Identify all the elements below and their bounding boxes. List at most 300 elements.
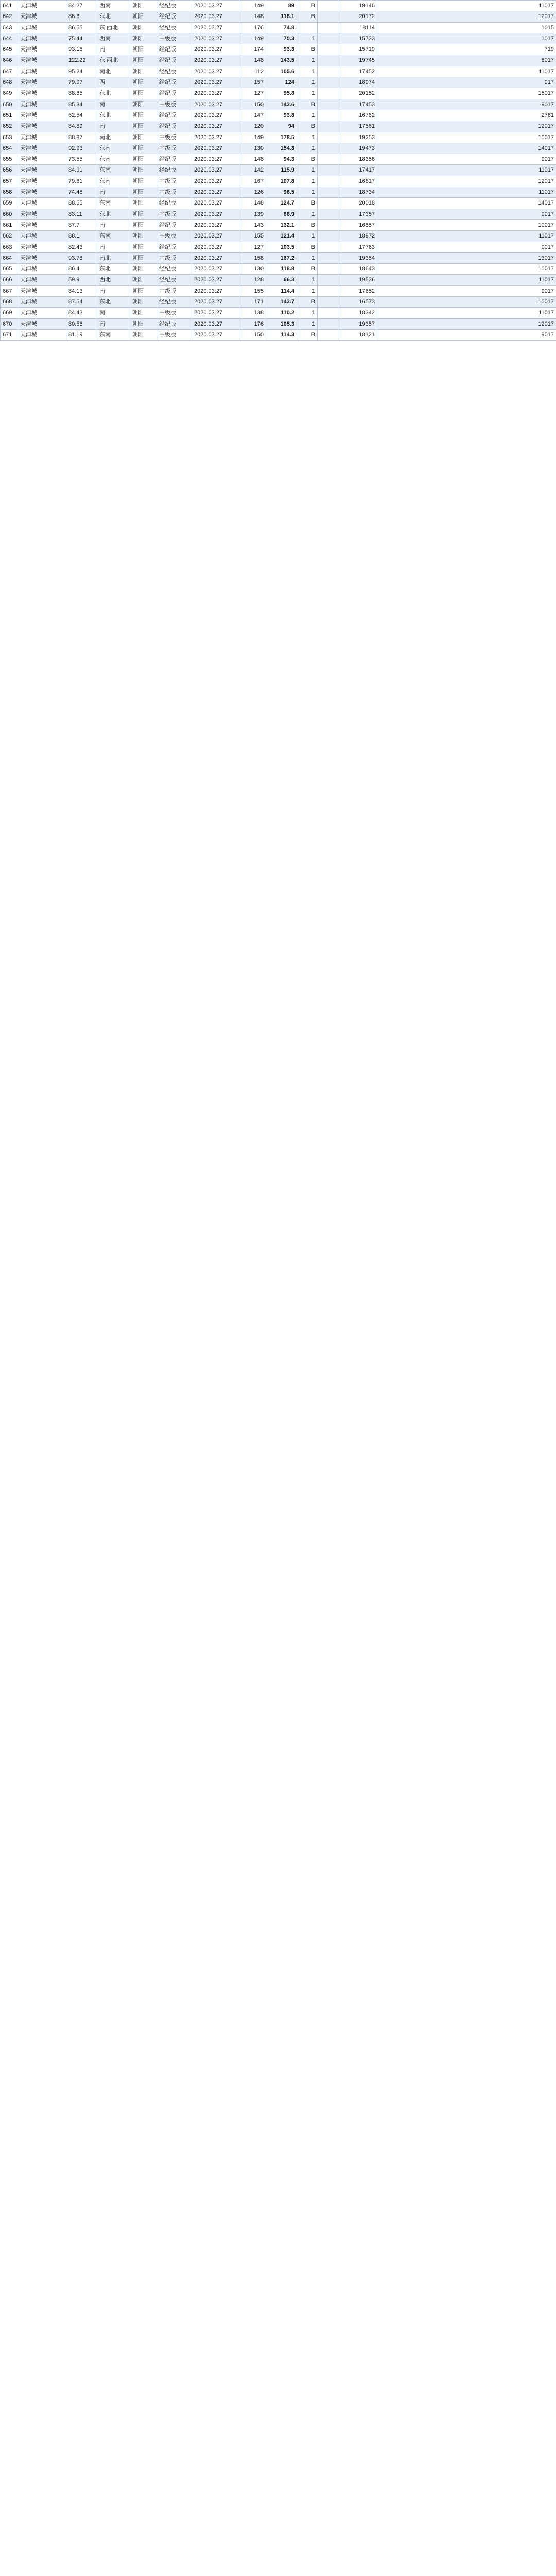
remark: 9017 — [377, 242, 556, 252]
deal-date: 2020.03.27 — [192, 176, 239, 187]
total-price: 17652 — [338, 285, 377, 296]
region: 东南 — [97, 198, 130, 209]
total-price: 17763 — [338, 242, 377, 252]
region: 东南 — [97, 165, 130, 176]
metric-b — [318, 165, 338, 176]
deal-date: 2020.03.27 — [192, 88, 239, 99]
total-price: 17357 — [338, 209, 377, 219]
remark: 14017 — [377, 198, 556, 209]
listing-type: 经纪版 — [157, 88, 192, 99]
remark: 9017 — [377, 209, 556, 219]
region: 西南 — [97, 1, 130, 11]
area-value: 84.27 — [66, 1, 97, 11]
remark: 15017 — [377, 88, 556, 99]
district: 朝阳 — [130, 165, 157, 176]
unit-price: 127 — [239, 242, 266, 252]
metric-b — [318, 33, 338, 44]
unit-price: 148 — [239, 55, 266, 66]
table-row — [1, 219, 556, 230]
deal-date: 2020.03.27 — [192, 22, 239, 33]
metric-a: 1 — [297, 209, 318, 219]
metric-b — [318, 285, 338, 296]
metric-a: 1 — [297, 187, 318, 198]
remark: 917 — [377, 77, 556, 88]
remark: 9017 — [377, 285, 556, 296]
total-price: 19357 — [338, 318, 377, 329]
listing-type: 中级版 — [157, 132, 192, 143]
change-percent: 105.3 — [266, 318, 297, 329]
unit-price: 149 — [239, 132, 266, 143]
change-percent: 115.9 — [266, 165, 297, 176]
metric-a: 1 — [297, 318, 318, 329]
row-index: 665 — [1, 264, 18, 275]
row-index: 667 — [1, 285, 18, 296]
change-percent: 89 — [266, 1, 297, 11]
metric-a: B — [297, 44, 318, 55]
row-index: 642 — [1, 11, 18, 22]
change-percent: 103.5 — [266, 242, 297, 252]
table-row — [1, 297, 556, 308]
change-percent: 110.2 — [266, 308, 297, 318]
total-price: 18972 — [338, 231, 377, 242]
area-value: 82.43 — [66, 242, 97, 252]
change-percent: 143.7 — [266, 297, 297, 308]
deal-date: 2020.03.27 — [192, 77, 239, 88]
area-value: 84.91 — [66, 165, 97, 176]
remark: 11017 — [377, 1, 556, 11]
change-percent: 93.3 — [266, 44, 297, 55]
metric-a: 1 — [297, 252, 318, 263]
change-percent: 70.3 — [266, 33, 297, 44]
change-percent: 143.5 — [266, 55, 297, 66]
table-row — [1, 165, 556, 176]
district: 朝阳 — [130, 132, 157, 143]
table-row — [1, 121, 556, 132]
district: 朝阳 — [130, 143, 157, 154]
change-percent: 124 — [266, 77, 297, 88]
area-value: 88.1 — [66, 231, 97, 242]
area-value: 79.61 — [66, 176, 97, 187]
region: 东北 — [97, 264, 130, 275]
community-name: 天津城 — [18, 209, 66, 219]
metric-b — [318, 275, 338, 285]
area-value: 62.54 — [66, 110, 97, 121]
community-name: 天津城 — [18, 285, 66, 296]
listing-type: 经纪版 — [157, 66, 192, 77]
region: 东南 — [97, 329, 130, 340]
area-value: 75.44 — [66, 33, 97, 44]
change-percent: 107.8 — [266, 176, 297, 187]
community-name: 天津城 — [18, 252, 66, 263]
district: 朝阳 — [130, 297, 157, 308]
metric-a: 1 — [297, 165, 318, 176]
total-price: 19253 — [338, 132, 377, 143]
unit-price: 143 — [239, 219, 266, 230]
area-value: 59.9 — [66, 275, 97, 285]
metric-b — [318, 66, 338, 77]
metric-b — [318, 55, 338, 66]
unit-price: 148 — [239, 11, 266, 22]
unit-price: 171 — [239, 297, 266, 308]
district: 朝阳 — [130, 275, 157, 285]
remark: 1017 — [377, 33, 556, 44]
row-index: 668 — [1, 297, 18, 308]
unit-price: 147 — [239, 110, 266, 121]
deal-date: 2020.03.27 — [192, 132, 239, 143]
change-percent: 105.6 — [266, 66, 297, 77]
total-price: 18121 — [338, 329, 377, 340]
region: 东北 — [97, 110, 130, 121]
listing-type: 中级版 — [157, 329, 192, 340]
total-price: 16857 — [338, 219, 377, 230]
total-price: 18643 — [338, 264, 377, 275]
community-name: 天津城 — [18, 143, 66, 154]
unit-price: 155 — [239, 285, 266, 296]
unit-price: 150 — [239, 99, 266, 110]
total-price: 18342 — [338, 308, 377, 318]
change-percent: 178.5 — [266, 132, 297, 143]
remark: 10017 — [377, 132, 556, 143]
metric-a: 1 — [297, 285, 318, 296]
total-price: 20172 — [338, 11, 377, 22]
community-name: 天津城 — [18, 55, 66, 66]
region: 东南 — [97, 143, 130, 154]
district: 朝阳 — [130, 11, 157, 22]
change-percent: 96.5 — [266, 187, 297, 198]
change-percent: 167.2 — [266, 252, 297, 263]
metric-a: 1 — [297, 231, 318, 242]
total-price: 15733 — [338, 33, 377, 44]
area-value: 95.24 — [66, 66, 97, 77]
row-index: 649 — [1, 88, 18, 99]
district: 朝阳 — [130, 33, 157, 44]
total-price: 20152 — [338, 88, 377, 99]
row-index: 653 — [1, 132, 18, 143]
metric-b — [318, 1, 338, 11]
region: 西南 — [97, 33, 130, 44]
row-index: 646 — [1, 55, 18, 66]
metric-a: B — [297, 297, 318, 308]
remark: 9017 — [377, 99, 556, 110]
total-price: 19473 — [338, 143, 377, 154]
listing-type: 经纪版 — [157, 318, 192, 329]
region: 东南 — [97, 154, 130, 165]
region: 东 西北 — [97, 55, 130, 66]
metric-a: B — [297, 154, 318, 165]
area-value: 87.7 — [66, 219, 97, 230]
region: 南 — [97, 219, 130, 230]
metric-b — [318, 110, 338, 121]
table-row — [1, 77, 556, 88]
deal-date: 2020.03.27 — [192, 275, 239, 285]
row-index: 652 — [1, 121, 18, 132]
table-row — [1, 285, 556, 296]
row-index: 669 — [1, 308, 18, 318]
table-body — [1, 1, 556, 341]
community-name: 天津城 — [18, 121, 66, 132]
area-value: 86.55 — [66, 22, 97, 33]
deal-date: 2020.03.27 — [192, 66, 239, 77]
metric-a: 1 — [297, 55, 318, 66]
metric-b — [318, 121, 338, 132]
area-value: 84.89 — [66, 121, 97, 132]
row-index: 651 — [1, 110, 18, 121]
community-name: 天津城 — [18, 22, 66, 33]
unit-price: 149 — [239, 33, 266, 44]
community-name: 天津城 — [18, 176, 66, 187]
area-value: 88.87 — [66, 132, 97, 143]
table-row — [1, 264, 556, 275]
listing-type: 经纪版 — [157, 297, 192, 308]
deal-date: 2020.03.27 — [192, 165, 239, 176]
table-row — [1, 318, 556, 329]
district: 朝阳 — [130, 55, 157, 66]
total-price: 17561 — [338, 121, 377, 132]
row-index: 671 — [1, 329, 18, 340]
change-percent: 88.9 — [266, 209, 297, 219]
community-name: 天津城 — [18, 297, 66, 308]
metric-a: B — [297, 1, 318, 11]
deal-date: 2020.03.27 — [192, 143, 239, 154]
remark: 12017 — [377, 11, 556, 22]
metric-a: B — [297, 11, 318, 22]
row-index: 666 — [1, 275, 18, 285]
remark: 719 — [377, 44, 556, 55]
change-percent: 118.8 — [266, 264, 297, 275]
table-row — [1, 209, 556, 219]
remark: 12017 — [377, 176, 556, 187]
deal-date: 2020.03.27 — [192, 99, 239, 110]
change-percent: 74.8 — [266, 22, 297, 33]
change-percent: 114.3 — [266, 329, 297, 340]
community-name: 天津城 — [18, 132, 66, 143]
district: 朝阳 — [130, 187, 157, 198]
community-name: 天津城 — [18, 242, 66, 252]
community-name: 天津城 — [18, 99, 66, 110]
community-name: 天津城 — [18, 187, 66, 198]
unit-price: 158 — [239, 252, 266, 263]
deal-date: 2020.03.27 — [192, 33, 239, 44]
area-value: 93.78 — [66, 252, 97, 263]
unit-price: 130 — [239, 264, 266, 275]
unit-price: 148 — [239, 198, 266, 209]
table-row — [1, 198, 556, 209]
district: 朝阳 — [130, 44, 157, 55]
deal-date: 2020.03.27 — [192, 198, 239, 209]
row-index: 647 — [1, 66, 18, 77]
change-percent: 66.3 — [266, 275, 297, 285]
unit-price: 155 — [239, 231, 266, 242]
community-name: 天津城 — [18, 33, 66, 44]
district: 朝阳 — [130, 264, 157, 275]
community-name: 天津城 — [18, 231, 66, 242]
metric-b — [318, 219, 338, 230]
change-percent: 93.8 — [266, 110, 297, 121]
metric-b — [318, 99, 338, 110]
metric-a: B — [297, 242, 318, 252]
district: 朝阳 — [130, 219, 157, 230]
region: 西北 — [97, 275, 130, 285]
remark: 13017 — [377, 252, 556, 263]
area-value: 74.48 — [66, 187, 97, 198]
listing-type: 中级版 — [157, 187, 192, 198]
unit-price: 128 — [239, 275, 266, 285]
row-index: 663 — [1, 242, 18, 252]
listing-type: 中级版 — [157, 143, 192, 154]
listing-type: 经纪版 — [157, 55, 192, 66]
metric-a: B — [297, 198, 318, 209]
row-index: 661 — [1, 219, 18, 230]
table-row — [1, 1, 556, 11]
deal-date: 2020.03.27 — [192, 44, 239, 55]
community-name: 天津城 — [18, 77, 66, 88]
area-value: 88.6 — [66, 11, 97, 22]
deal-date: 2020.03.27 — [192, 252, 239, 263]
row-index: 656 — [1, 165, 18, 176]
table-row — [1, 143, 556, 154]
region: 南 — [97, 99, 130, 110]
area-value: 81.19 — [66, 329, 97, 340]
district: 朝阳 — [130, 209, 157, 219]
total-price: 15719 — [338, 44, 377, 55]
metric-b — [318, 264, 338, 275]
row-index: 664 — [1, 252, 18, 263]
total-price: 16782 — [338, 110, 377, 121]
unit-price: 126 — [239, 187, 266, 198]
listing-type: 经纪版 — [157, 165, 192, 176]
district: 朝阳 — [130, 329, 157, 340]
remark: 1015 — [377, 22, 556, 33]
region: 南 — [97, 44, 130, 55]
listing-type: 中级版 — [157, 231, 192, 242]
deal-date: 2020.03.27 — [192, 318, 239, 329]
district: 朝阳 — [130, 88, 157, 99]
deal-date: 2020.03.27 — [192, 187, 239, 198]
row-index: 658 — [1, 187, 18, 198]
table-row — [1, 275, 556, 285]
metric-a: 1 — [297, 176, 318, 187]
region: 东南 — [97, 231, 130, 242]
table-row — [1, 308, 556, 318]
unit-price: 127 — [239, 88, 266, 99]
change-percent: 121.4 — [266, 231, 297, 242]
region: 东北 — [97, 11, 130, 22]
metric-b — [318, 209, 338, 219]
listing-type: 经纪版 — [157, 77, 192, 88]
listing-type: 中级版 — [157, 33, 192, 44]
community-name: 天津城 — [18, 154, 66, 165]
metric-b — [318, 88, 338, 99]
total-price: 19354 — [338, 252, 377, 263]
change-percent: 124.7 — [266, 198, 297, 209]
district: 朝阳 — [130, 121, 157, 132]
metric-b — [318, 176, 338, 187]
listing-type: 经纪版 — [157, 198, 192, 209]
table-row — [1, 55, 556, 66]
listing-type: 中级版 — [157, 308, 192, 318]
area-value: 73.55 — [66, 154, 97, 165]
listing-type: 中级版 — [157, 176, 192, 187]
metric-a: B — [297, 121, 318, 132]
district: 朝阳 — [130, 154, 157, 165]
table-row — [1, 88, 556, 99]
row-index: 641 — [1, 1, 18, 11]
row-index: 659 — [1, 198, 18, 209]
total-price: 20018 — [338, 198, 377, 209]
unit-price: 149 — [239, 1, 266, 11]
total-price: 18974 — [338, 77, 377, 88]
table-row — [1, 99, 556, 110]
region: 东北 — [97, 209, 130, 219]
metric-b — [318, 329, 338, 340]
total-price: 17417 — [338, 165, 377, 176]
total-price: 19536 — [338, 275, 377, 285]
community-name: 天津城 — [18, 198, 66, 209]
metric-a: B — [297, 264, 318, 275]
deal-date: 2020.03.27 — [192, 110, 239, 121]
community-name: 天津城 — [18, 318, 66, 329]
metric-b — [318, 22, 338, 33]
metric-b — [318, 77, 338, 88]
listing-type: 经纪版 — [157, 219, 192, 230]
area-value: 80.56 — [66, 318, 97, 329]
metric-b — [318, 44, 338, 55]
listing-type: 经纪版 — [157, 11, 192, 22]
total-price: 16573 — [338, 297, 377, 308]
remark: 10017 — [377, 264, 556, 275]
district: 朝阳 — [130, 318, 157, 329]
total-price: 16817 — [338, 176, 377, 187]
change-percent: 132.1 — [266, 219, 297, 230]
area-value: 88.55 — [66, 198, 97, 209]
listing-type: 经纪版 — [157, 264, 192, 275]
district: 朝阳 — [130, 231, 157, 242]
region: 南北 — [97, 66, 130, 77]
metric-a: 1 — [297, 110, 318, 121]
unit-price: 174 — [239, 44, 266, 55]
district: 朝阳 — [130, 110, 157, 121]
community-name: 天津城 — [18, 264, 66, 275]
remark: 11017 — [377, 66, 556, 77]
community-name: 天津城 — [18, 110, 66, 121]
unit-price: 112 — [239, 66, 266, 77]
unit-price: 157 — [239, 77, 266, 88]
metric-b — [318, 198, 338, 209]
listing-type: 中级版 — [157, 209, 192, 219]
deal-date: 2020.03.27 — [192, 308, 239, 318]
listing-type: 经纪版 — [157, 22, 192, 33]
region: 南 — [97, 242, 130, 252]
deal-date: 2020.03.27 — [192, 154, 239, 165]
listing-type: 中级版 — [157, 285, 192, 296]
district: 朝阳 — [130, 252, 157, 263]
row-index: 670 — [1, 318, 18, 329]
metric-a: 1 — [297, 77, 318, 88]
area-value: 79.97 — [66, 77, 97, 88]
district: 朝阳 — [130, 99, 157, 110]
listing-type: 中级版 — [157, 99, 192, 110]
table-row — [1, 231, 556, 242]
table-row — [1, 110, 556, 121]
table-row — [1, 33, 556, 44]
metric-b — [318, 132, 338, 143]
metric-b — [318, 231, 338, 242]
table-row — [1, 11, 556, 22]
unit-price: 176 — [239, 318, 266, 329]
community-name: 天津城 — [18, 11, 66, 22]
unit-price: 138 — [239, 308, 266, 318]
metric-a: 1 — [297, 308, 318, 318]
